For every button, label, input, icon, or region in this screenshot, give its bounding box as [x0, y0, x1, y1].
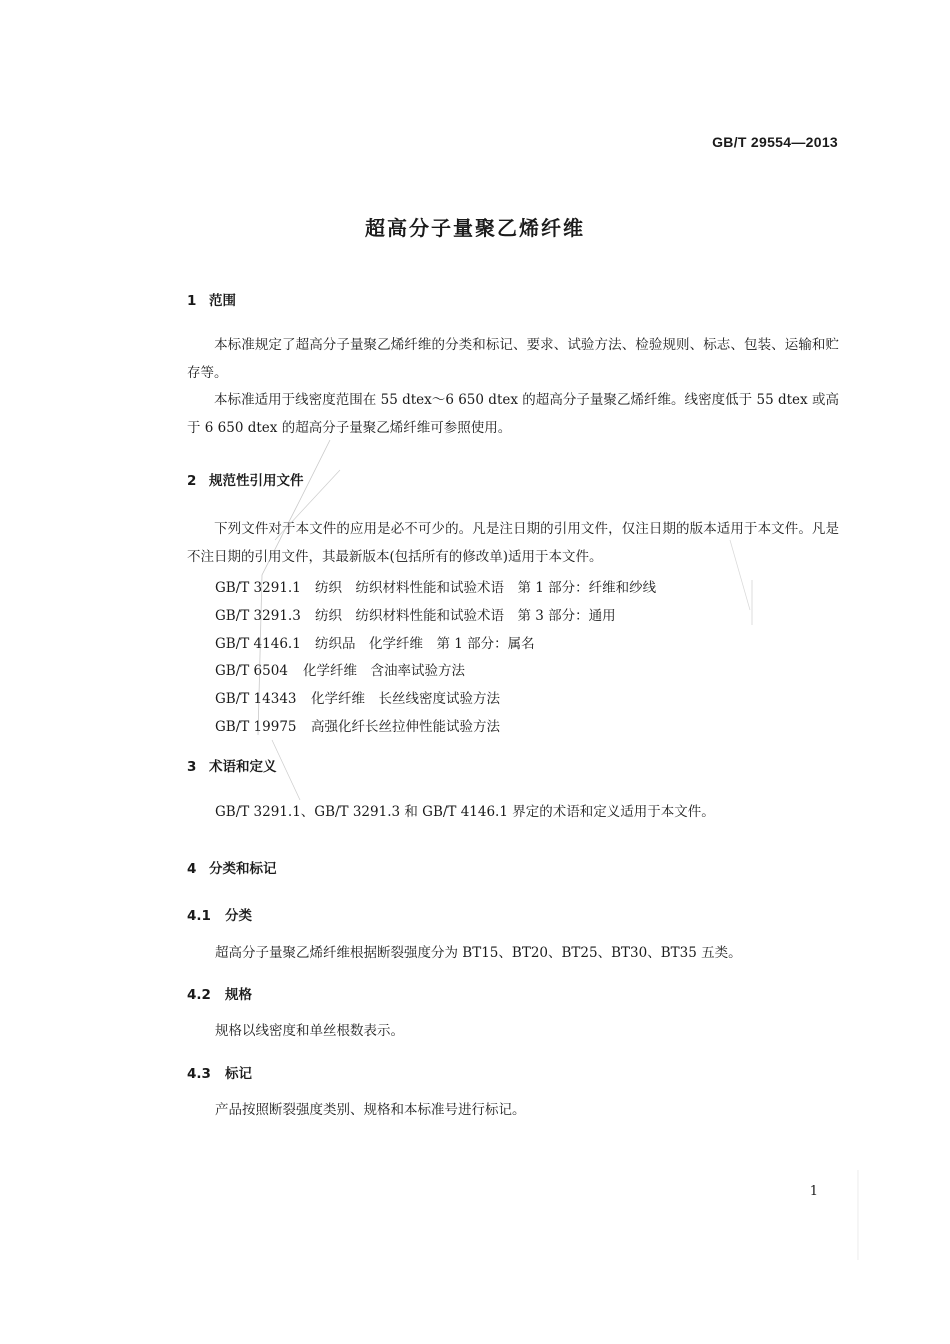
section-1-paragraph-2-text: 本标准适用于线密度范围在 55 dtex～6 650 dtex 的超高分子量聚乙烯纤维。线密度低于 55 dtex 或高于 6 650 dtex 的超高分子量聚乙烯纤维可参照使用。 — [187, 392, 839, 436]
reference-item — [215, 715, 500, 735]
section-4-2-heading — [187, 983, 252, 1003]
reference-item — [215, 687, 500, 707]
reference-title: 纺织品 化学纤维 第 1 部分：属名 — [315, 636, 535, 652]
section-4-heading — [187, 857, 277, 877]
section-4-number: 4 — [187, 861, 197, 877]
section-4-2-paragraph — [215, 1017, 839, 1045]
section-1-paragraph-1 — [187, 331, 839, 387]
section-4-title: 分类和标记 — [209, 861, 277, 877]
reference-code: GB/T 4146.1 — [215, 636, 301, 652]
section-1-heading — [187, 289, 236, 309]
section-3-paragraph-text: GB/T 3291.1、GB/T 3291.3 和 GB/T 4146.1 界定的术语和定义适用于本文件。 — [215, 804, 715, 820]
reference-code: GB/T 6504 — [215, 663, 288, 679]
reference-item — [215, 576, 656, 596]
section-2-title: 规范性引用文件 — [209, 473, 304, 489]
section-4-1-paragraph-text: 超高分子量聚乙烯纤维根据断裂强度分为 BT15、BT20、BT25、BT30、BT35 五类。 — [215, 945, 742, 961]
section-3-heading — [187, 755, 277, 775]
reference-code: GB/T 3291.1 — [215, 580, 301, 596]
reference-code: GB/T 19975 — [215, 719, 297, 735]
section-3-number: 3 — [187, 759, 197, 775]
section-3-paragraph — [215, 798, 839, 826]
section-4-3-number: 4.3 — [187, 1066, 211, 1082]
section-3-title: 术语和定义 — [209, 759, 277, 775]
section-4-1-number: 4.1 — [187, 908, 211, 924]
reference-item — [215, 604, 616, 624]
section-2-intro — [187, 515, 839, 571]
section-4-2-number: 4.2 — [187, 987, 211, 1003]
page-number: 1 — [809, 1184, 818, 1199]
reference-code: GB/T 14343 — [215, 691, 297, 707]
standard-code: GB/T 29554—2013 — [712, 134, 838, 150]
section-2-number: 2 — [187, 473, 197, 489]
section-4-3-title: 标记 — [225, 1066, 252, 1082]
section-4-1-heading — [187, 904, 252, 924]
section-1-title: 范围 — [209, 293, 236, 309]
reference-code: GB/T 3291.3 — [215, 608, 301, 624]
section-4-3-heading — [187, 1062, 252, 1082]
section-4-1-title: 分类 — [225, 908, 252, 924]
section-4-2-title: 规格 — [225, 987, 252, 1003]
section-1-number: 1 — [187, 293, 197, 309]
section-1-paragraph-1-text: 本标准规定了超高分子量聚乙烯纤维的分类和标记、要求、试验方法、检验规则、标志、包装、运输和贮存等。 — [187, 337, 839, 381]
reference-title: 纺织 纺织材料性能和试验术语 第 1 部分：纤维和纱线 — [315, 580, 657, 596]
section-1-paragraph-2 — [187, 386, 839, 442]
section-4-3-paragraph — [215, 1096, 839, 1124]
section-4-3-paragraph-text: 产品按照断裂强度类别、规格和本标准号进行标记。 — [215, 1102, 526, 1118]
reference-item — [215, 659, 465, 679]
section-2-heading — [187, 469, 304, 489]
reference-title: 纺织 纺织材料性能和试验术语 第 3 部分：通用 — [315, 608, 616, 624]
section-2-intro-text: 下列文件对于本文件的应用是必不可少的。凡是注日期的引用文件，仅注日期的版本适用于本文件。凡是不注日期的引用文件，其最新版本(包括所有的修改单)适用于本文件。 — [187, 521, 839, 565]
section-4-2-paragraph-text: 规格以线密度和单丝根数表示。 — [215, 1023, 404, 1039]
reference-title: 化学纤维 含油率试验方法 — [303, 663, 465, 679]
section-4-1-paragraph — [215, 939, 839, 967]
document-title: 超高分子量聚乙烯纤维 — [365, 216, 585, 240]
reference-item — [215, 632, 535, 652]
reference-title: 化学纤维 长丝线密度试验方法 — [311, 691, 500, 707]
reference-title: 高强化纤长丝拉伸性能试验方法 — [311, 719, 500, 735]
